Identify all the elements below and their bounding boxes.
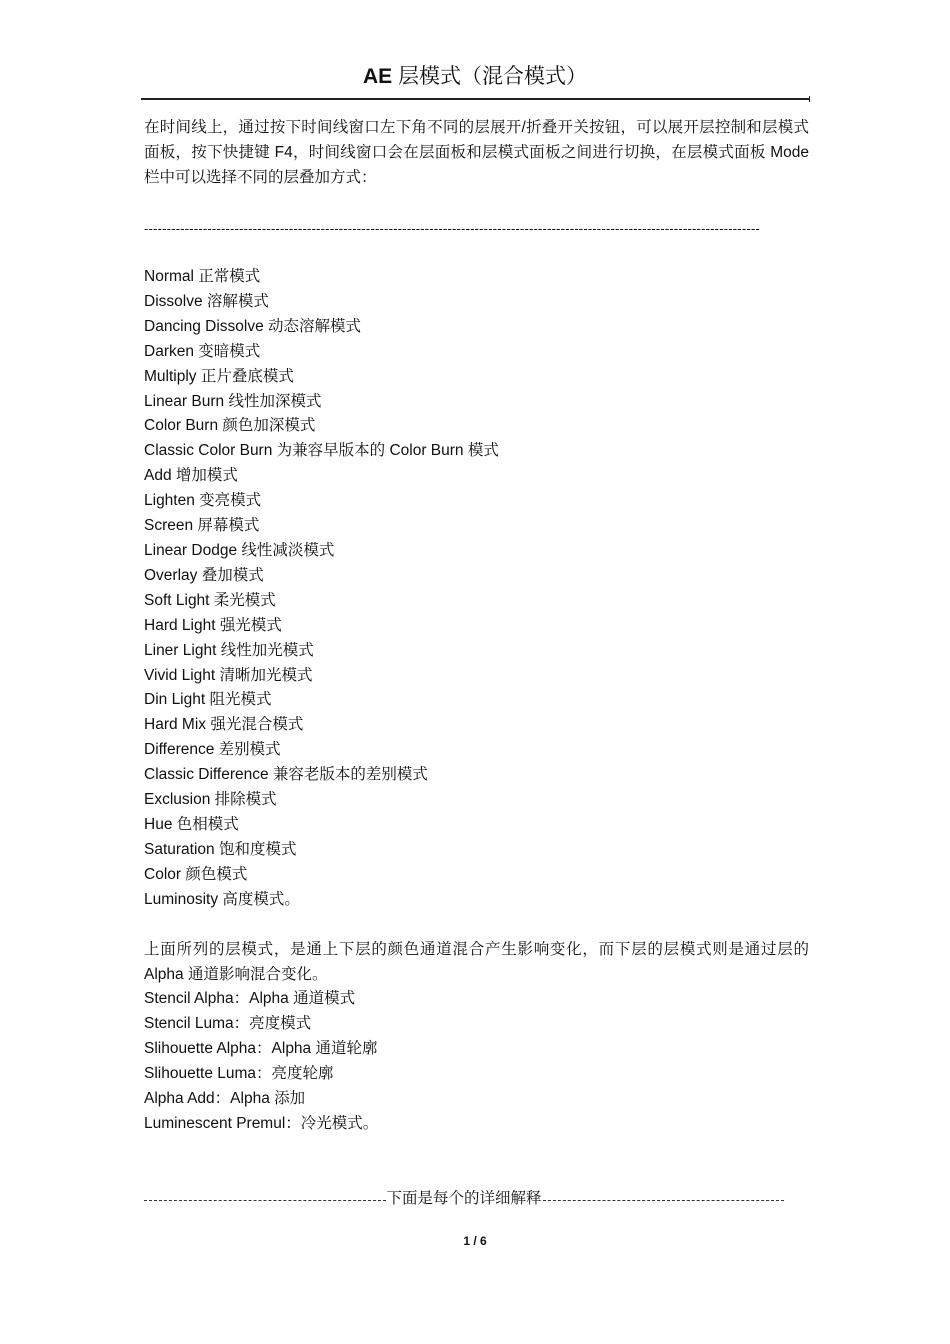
blend-mode-item: Multiply 正片叠底模式 [144, 367, 294, 385]
header-rule [141, 98, 809, 100]
blend-mode-item: Color 颜色模式 [144, 865, 248, 883]
blend-mode-item: Classic Color Burn 为兼容早版本的 Color Burn 模式 [144, 442, 499, 460]
title-text: 层模式（混合模式） [398, 65, 588, 88]
track-mode-item: Slihouette Luma：亮度轮廓 [144, 1064, 334, 1082]
blend-mode-item: Vivid Light 清晰加光模式 [144, 666, 313, 684]
blend-mode-item: Classic Difference 兼容老版本的差别模式 [144, 766, 428, 784]
blend-mode-item: Lighten 变亮模式 [144, 492, 262, 510]
track-mode-item: Alpha Add：Alpha 添加 [144, 1089, 306, 1107]
blend-mode-item: Saturation 饱和度模式 [144, 840, 297, 858]
blend-mode-item: Soft Light 柔光模式 [144, 591, 276, 609]
blend-mode-list [144, 265, 499, 913]
page-number: 1 / 6 [463, 1234, 487, 1248]
blend-mode-item: Dissolve 溶解模式 [144, 292, 269, 310]
dashed-divider: ---------------------------------------------------------------------------------------------------------------------------------------- [144, 221, 760, 236]
blend-mode-item: Screen 屏幕模式 [144, 517, 260, 535]
separator-line-left [144, 1200, 386, 1201]
blend-mode-item: Linear Dodge 线性减淡模式 [144, 541, 335, 559]
blend-mode-item: Darken 变暗模式 [144, 342, 261, 360]
separator-line-right [543, 1200, 785, 1201]
blend-mode-item: Din Light 阻光模式 [144, 691, 272, 709]
blend-mode-item: Luminosity 高度模式。 [144, 890, 300, 908]
blend-mode-item: Color Burn 颜色加深模式 [144, 417, 316, 435]
title-prefix: AE [362, 65, 393, 88]
track-mode-item: Luminescent Premul：冷光模式。 [144, 1114, 379, 1132]
track-mode-item: Stencil Luma：亮度模式 [144, 1014, 312, 1032]
blend-mode-item: Hue 色相模式 [144, 815, 239, 833]
middle-paragraph: 上面所列的层模式，是通上下层的颜色通道混合产生影响变化，而下层的层模式则是通过层的 Alpha 通道影响混合变化。 [144, 941, 809, 983]
blend-mode-item: Hard Light 强光模式 [144, 616, 282, 634]
separator-label: 下面是每个的详细解释 [386, 1190, 542, 1207]
header-rule-tick [809, 96, 810, 102]
track-mode-list [144, 987, 378, 1136]
blend-mode-item: Normal 正常模式 [144, 268, 261, 285]
blend-mode-item: Linear Burn 线性加深模式 [144, 392, 322, 410]
blend-mode-item: Difference 差别模式 [144, 741, 281, 759]
blend-mode-item: Add 增加模式 [144, 467, 238, 485]
blend-mode-item: Liner Light 线性加光模式 [144, 641, 314, 659]
blend-mode-item: Overlay 叠加模式 [144, 566, 264, 584]
track-mode-item: Slihouette Alpha：Alpha 通道轮廓 [144, 1039, 378, 1057]
blend-mode-item: Exclusion 排除模式 [144, 791, 277, 809]
page-title [0, 62, 950, 92]
section-separator [144, 1187, 784, 1211]
blend-mode-item: Hard Mix 强光混合模式 [144, 716, 304, 734]
track-mode-item: Stencil Alpha：Alpha 通道模式 [144, 990, 356, 1007]
blend-mode-item: Dancing Dissolve 动态溶解模式 [144, 317, 362, 335]
intro-paragraph: 在时间线上，通过按下时间线窗口左下角不同的层展开/折叠开关按钮，可以展开层控制和层模式面板，按下快捷键 F4，时间线窗口会在层面板和层模式面板之间进行切换，在层模式面板 Mode 栏中可以选择不同的层叠加方式： [144, 119, 809, 186]
